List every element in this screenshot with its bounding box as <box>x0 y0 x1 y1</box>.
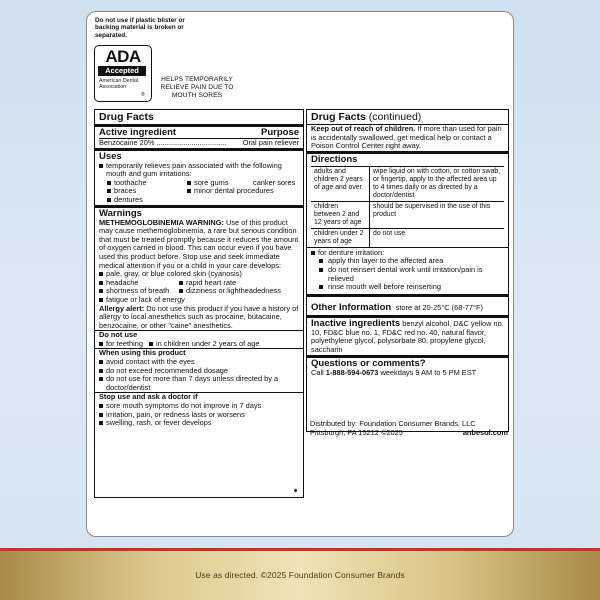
denture-item: apply thin layer to the affected area <box>319 257 504 266</box>
distributor-text: Distributed by: Foundation Consumer Brands, LLC <box>310 419 476 428</box>
ada-accepted: Accepted <box>98 66 146 76</box>
other-information-heading: Other Information <box>311 301 392 313</box>
uses-heading: Uses <box>99 150 122 162</box>
symptom-item: rapid heart rate <box>179 279 299 288</box>
symptom-item: shortness of breath <box>99 287 179 296</box>
uses-intro: temporarily relieves pain associated with the following mouth and gum irritations: <box>99 162 299 179</box>
registered-mark: ® <box>141 92 145 98</box>
table-row <box>311 166 504 201</box>
directions-instruction: should be supervised in the use of this product <box>370 201 505 228</box>
drug-facts-continued-title: Drug Facts (continued) <box>311 111 422 123</box>
active-ingredient-section <box>95 124 303 148</box>
purpose-heading: Purpose <box>260 127 299 138</box>
keep-out-section <box>307 124 508 151</box>
table-row <box>311 228 504 247</box>
relief-claim: HELPS TEMPORARILY RELIEVE PAIN DUE TO MOUTH SORES <box>160 76 234 99</box>
other-information-text: store at 20-25°C (68-77°F) <box>395 302 483 312</box>
warnings-section <box>95 205 303 331</box>
blister-warning: Do not use if plastic blister or backing material is broken or separated. <box>95 17 185 39</box>
directions-heading: Directions <box>311 153 358 165</box>
directions-age: children between 2 and 12 years of age <box>311 201 370 228</box>
denture-intro: for denture irritation: <box>311 249 504 258</box>
symptom-item: pale, gray, or blue colored skin (cyanosis) <box>99 270 299 279</box>
ada-seal <box>94 45 152 102</box>
footer-caption: Use as directed. ©2025 Foundation Consumer Brands <box>195 570 405 580</box>
drug-facts-panel <box>94 109 304 498</box>
distributor-city: Pittsburgh, PA 15212 ©2025 <box>310 427 403 437</box>
use-item: dentures <box>107 196 187 205</box>
active-ingredient-value: Benzocaine 20% .................................. <box>99 138 227 147</box>
use-item: toothache <box>107 179 187 188</box>
stop-use-item: swelling, rash, or fever develops <box>99 419 299 428</box>
ada-subtitle: American Dental Association <box>99 78 139 90</box>
use-item: braces <box>107 187 187 196</box>
do-not-use-item: in children under 2 years of age <box>149 340 260 349</box>
drug-facts-continued-panel <box>306 109 509 432</box>
purpose-value: Oral pain reliever <box>242 138 299 147</box>
table-row <box>311 201 504 228</box>
drug-facts-title: Drug Facts <box>99 111 154 123</box>
denture-item: do not reinsert dental work until irritation/pain is relieved <box>319 266 504 283</box>
do-not-use-item: for teething <box>99 340 143 349</box>
directions-age: children under 2 years of age <box>311 228 370 247</box>
use-item: minor dental procedures <box>187 187 299 196</box>
directions-age: adults and children 2 years of age and over <box>311 166 370 201</box>
do-not-use-heading: Do not use <box>99 330 138 340</box>
symptom-item: dizziness or lightheadedness <box>179 287 299 296</box>
allergy-alert: Allergy alert: Do not use this product if you have a history of allergy to local anesthetics such as procaine, butacaine, benzocaine, or other "caine" anesthetics. <box>99 303 299 330</box>
continue-arrow-icon: ➧ <box>292 486 299 495</box>
symptom-item: fatigue or lack of energy <box>99 296 299 305</box>
stop-use-section <box>95 392 303 427</box>
stop-use-item: irritation, pain, or redness lasts or worsens <box>99 411 299 420</box>
directions-section <box>307 151 508 294</box>
uses-section <box>95 148 303 205</box>
directions-instruction: wipe liquid on with cotton, or cotton swab, or fingertip, apply to the affected area up to 4 times daily or as directed by a doctor/dentist <box>370 166 505 201</box>
ada-title: ADA <box>105 47 141 66</box>
symptom-item: headache <box>99 279 179 288</box>
use-item: sore gums <box>194 177 229 187</box>
when-using-item: do not exceed recommended dosage <box>99 367 299 376</box>
questions-heading: Questions or comments? <box>311 357 426 369</box>
stop-use-heading: Stop use and ask a doctor if <box>99 392 198 402</box>
keep-out-text: Keep out of reach of children. If more than used for pain is accidentally swallowed, get medical help or contact a Poison Control Center right away. <box>311 124 502 151</box>
use-item: canker sores <box>253 177 296 187</box>
inactive-ingredients-text: Inactive ingredients benzyl alcohol, D&C yellow no. 10, FD&C blue no. 1, FD&C red no. 40, natural flavor, polyethylene glycol, polysorbate 80, propylene glycol, saccharin <box>311 317 504 354</box>
product-label-card <box>86 11 514 537</box>
warnings-heading: Warnings <box>99 207 142 219</box>
directions-table <box>311 166 504 247</box>
website-link[interactable]: anbesol.com <box>462 427 508 437</box>
inactive-ingredients-section <box>307 315 508 355</box>
contact-line: Call 1-888-594-0673 weekdays 9 AM to 5 PM EST <box>311 367 477 377</box>
do-not-use-section <box>95 330 303 348</box>
active-ingredient-heading: Active ingredient <box>99 127 177 138</box>
questions-section <box>307 355 508 380</box>
distributor-block <box>310 420 508 437</box>
when-using-section <box>95 348 303 392</box>
directions-instruction: do not use <box>370 228 505 247</box>
when-using-heading: When using this product <box>99 348 186 358</box>
when-using-item: avoid contact with the eyes <box>99 358 299 367</box>
stop-use-item: sore mouth symptoms do not improve in 7 days <box>99 402 299 411</box>
distributor-address-line <box>310 429 508 438</box>
denture-item: rinse mouth well before reinserting <box>319 283 504 292</box>
methemoglobinemia-warning: METHEMOGLOBINEMIA WARNING: Use of this product may cause methemoglobinemia, a rare but serious condition that must be treated promptly because it reduces the amount of oxygen carried in blood. This can occur even if you have used this product before. Stop use and seek immediate medical attention if you or a child in your care develops: <box>99 217 299 270</box>
other-information-section <box>307 294 508 315</box>
when-using-item: do not use for more than 7 days unless directed by a doctor/dentist <box>99 375 299 392</box>
